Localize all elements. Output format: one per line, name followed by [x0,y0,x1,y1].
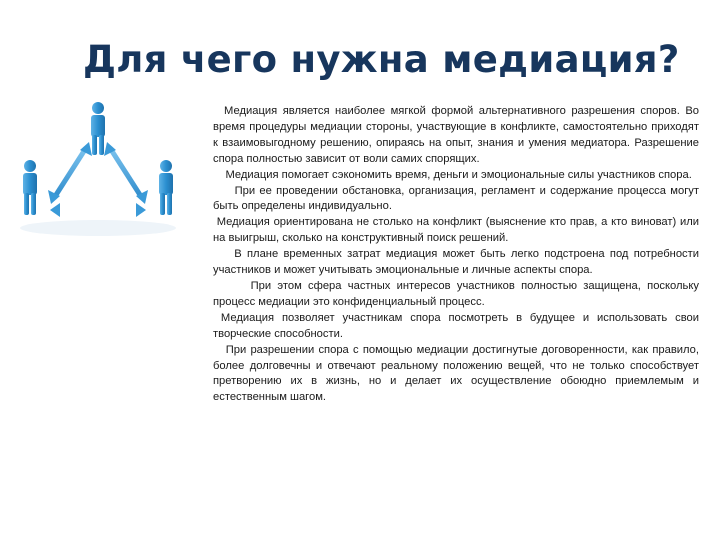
paragraph: При этом сфера частных интересов участников полностью защищена, поскольку процесс медиации это конфиденциальный процесс. [213,279,703,308]
paragraph: Медиация ориентирована не столько на конфликт (выяснение кто прав, а кто виноват) или на выигрыш, сколько на конструктивный поиск решений. [213,216,703,245]
body-text [213,104,703,406]
paragraph: При разрешении спора с помощью медиации достигнутые договоренности, как правило, более долговечны и отвечают реальному положению вещей, что не только способствует претворению их в жизнь, но и делает их осуществление обоюдно приемлемым и естественным шагом. [213,343,703,404]
paragraph: Медиация помогает сэкономить время, деньги и эмоциональные силы участников спора. [213,168,692,181]
paragraph: В плане временных затрат медиация может быть легко подстроена под потребности участников и может учитывать эмоциональные и личные аспекты спора. [213,248,703,277]
paragraph: Медиация является наиболее мягкой формой альтернативного разрешения споров. Во время процедуры медиации стороны, участвующие в конфликте, самостоятельно приходят к взаимовыгодному решению, опираясь на опыт, знания и умения медиатора. Разрешение спора полностью зависит от воли самих спорящих. [213,105,703,165]
mediation-triangle-people-icon [10,100,185,240]
slide-title: Для чего нужна медиация? [83,38,680,81]
paragraph: Медиация позволяет участникам спора посмотреть в будущее и использовать свои творческие способности. [213,311,703,340]
paragraph: При ее проведении обстановка, организация, регламент и содержание процесса могут быть определены индивидуально. [213,184,703,213]
